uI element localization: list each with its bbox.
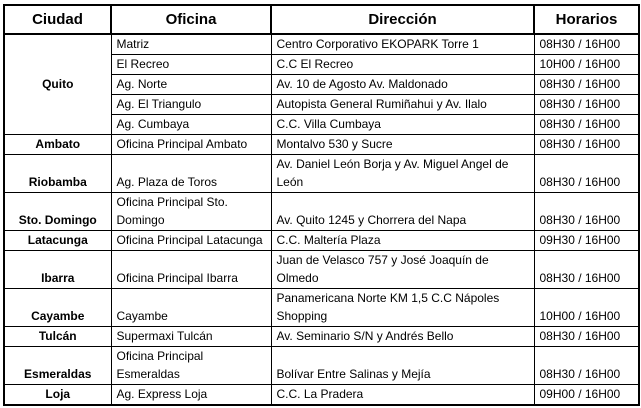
- column-header-oficina: Oficina: [111, 5, 271, 34]
- address-cell: C.C El Recreo: [271, 55, 534, 75]
- city-cell: Ibarra: [4, 251, 111, 289]
- office-cell: Ag. Norte: [111, 75, 271, 95]
- hours-cell: 08H30 / 16H00: [534, 95, 639, 115]
- office-cell: El Recreo: [111, 55, 271, 75]
- table-body: [4, 34, 639, 405]
- address-cell: C.C. La Pradera: [271, 385, 534, 406]
- hours-cell: 08H30 / 16H00: [534, 347, 639, 385]
- city-cell: Latacunga: [4, 231, 111, 251]
- hours-cell: 08H30 / 16H00: [534, 327, 639, 347]
- city-cell: Esmeraldas: [4, 347, 111, 385]
- table-row: [4, 251, 639, 289]
- office-cell: Matriz: [111, 34, 271, 55]
- city-cell: Quito: [4, 34, 111, 135]
- office-cell: Oficina Principal Esmeraldas: [111, 347, 271, 385]
- address-cell: Bolívar Entre Salinas y Mejía: [271, 347, 534, 385]
- table-row: [4, 193, 639, 231]
- hours-cell: 08H30 / 16H00: [534, 115, 639, 135]
- office-cell: Oficina Principal Ibarra: [111, 251, 271, 289]
- table-row: [4, 289, 639, 327]
- city-cell: Loja: [4, 385, 111, 406]
- office-cell: Ag. Cumbaya: [111, 115, 271, 135]
- office-cell: Cayambe: [111, 289, 271, 327]
- office-cell: Oficina Principal Sto. Domingo: [111, 193, 271, 231]
- office-cell: Oficina Principal Latacunga: [111, 231, 271, 251]
- city-cell: Sto. Domingo: [4, 193, 111, 231]
- column-header-direccion: Dirección: [271, 5, 534, 34]
- address-cell: Montalvo 530 y Sucre: [271, 135, 534, 155]
- hours-cell: 08H30 / 16H00: [534, 75, 639, 95]
- office-cell: Ag. Express Loja: [111, 385, 271, 406]
- hours-cell: 08H30 / 16H00: [534, 135, 639, 155]
- address-cell: Juan de Velasco 757 y José Joaquín de Olmedo: [271, 251, 534, 289]
- office-cell: Ag. El Triangulo: [111, 95, 271, 115]
- table-row: [4, 155, 639, 193]
- city-cell: Tulcán: [4, 327, 111, 347]
- hours-cell: 08H30 / 16H00: [534, 251, 639, 289]
- address-cell: Centro Corporativo EKOPARK Torre 1: [271, 34, 534, 55]
- office-cell: Ag. Plaza de Toros: [111, 155, 271, 193]
- hours-cell: 08H30 / 16H00: [534, 155, 639, 193]
- address-cell: Panamericana Norte KM 1,5 C.C Nápoles Shopping: [271, 289, 534, 327]
- address-cell: Av. Quito 1245 y Chorrera del Napa: [271, 193, 534, 231]
- hours-cell: 08H30 / 16H00: [534, 193, 639, 231]
- city-cell: Riobamba: [4, 155, 111, 193]
- hours-cell: 09H30 / 16H00: [534, 231, 639, 251]
- branch-hours-table: [3, 4, 640, 406]
- address-cell: Av. Daniel León Borja y Av. Miguel Angel de León: [271, 155, 534, 193]
- address-cell: Av. 10 de Agosto Av. Maldonado: [271, 75, 534, 95]
- office-cell: Oficina Principal Ambato: [111, 135, 271, 155]
- header-row: [4, 5, 639, 34]
- address-cell: Av. Seminario S/N y Andrés Bello: [271, 327, 534, 347]
- hours-cell: 10H00 / 16H00: [534, 289, 639, 327]
- table-row: [4, 347, 639, 385]
- address-cell: C.C. Maltería Plaza: [271, 231, 534, 251]
- table-row: [4, 34, 639, 55]
- hours-cell: 10H00 / 16H00: [534, 55, 639, 75]
- address-cell: Autopista General Rumiñahui y Av. Ilalo: [271, 95, 534, 115]
- table-row: [4, 385, 639, 406]
- column-header-horarios: Horarios: [534, 5, 639, 34]
- office-cell: Supermaxi Tulcán: [111, 327, 271, 347]
- city-cell: Cayambe: [4, 289, 111, 327]
- city-cell: Ambato: [4, 135, 111, 155]
- hours-cell: 09H00 / 16H00: [534, 385, 639, 406]
- address-cell: C.C. Villa Cumbaya: [271, 115, 534, 135]
- table-row: [4, 231, 639, 251]
- table-row: [4, 135, 639, 155]
- column-header-ciudad: Ciudad: [4, 5, 111, 34]
- table-row: [4, 327, 639, 347]
- hours-cell: 08H30 / 16H00: [534, 34, 639, 55]
